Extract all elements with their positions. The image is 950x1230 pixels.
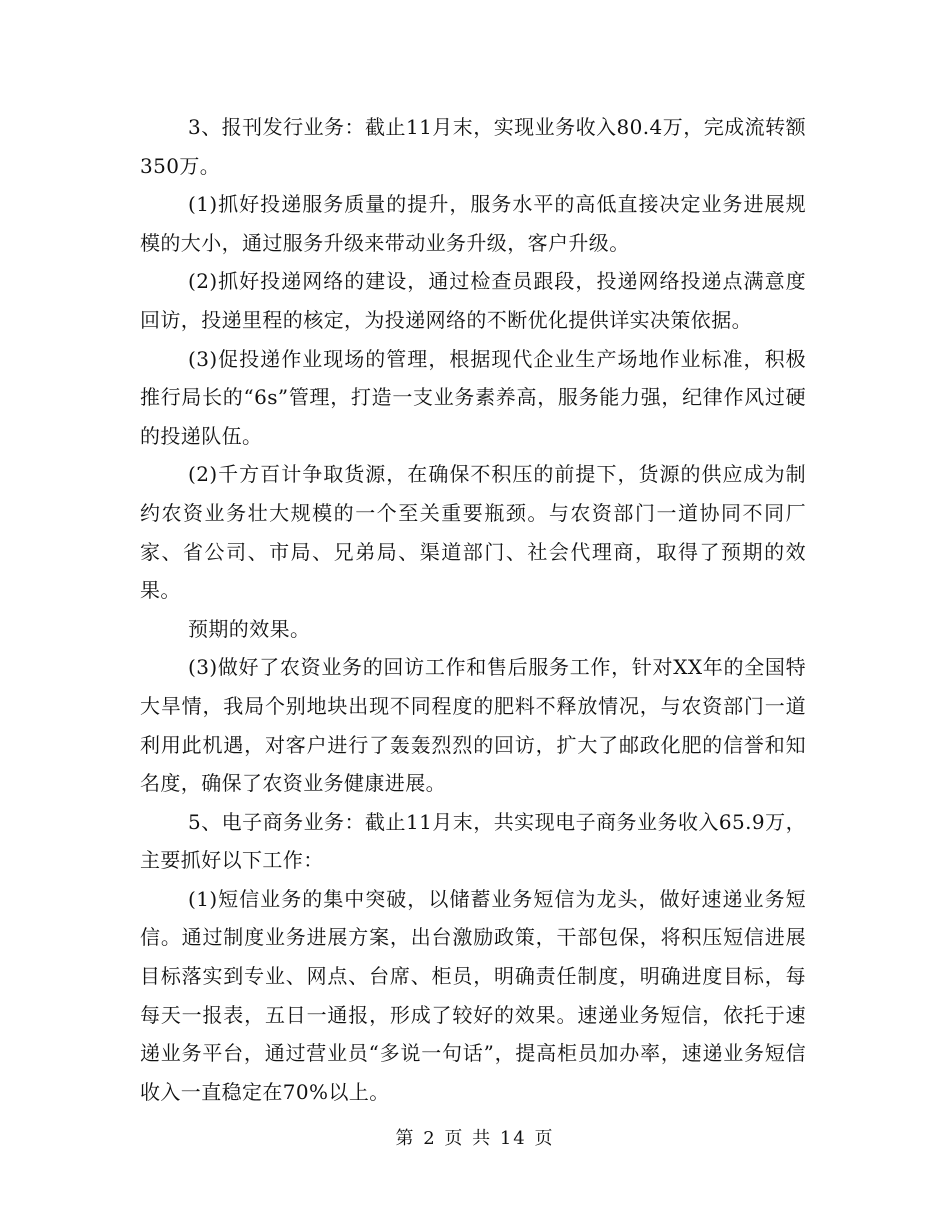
paragraph-9: (1)短信业务的集中突破，以储蓄业务短信为龙头，做好速递业务短信。通过制度业务进展方案，出台激励政策，干部包保，将积压短信进展目标落实到专业、网点、台席、柜员，明确责任制度，明确进度目标，每每天一报表，五日一通报，形成了较好的效果。速递业务短信，依托于速递业务平台，通过营业员“多说一句话”，提高柜员加办率，速递业务短信收入一直稳定在70%以上。 <box>140 886 806 1104</box>
page-number-footer: 第 2 页 共 14 页 <box>395 1128 555 1149</box>
paragraph-3: (2)抓好投递网络的建设，通过检查员跟段，投递网络投递点满意度回访，投递里程的核定，为投递网络的不断优化提供详实决策依据。 <box>140 269 806 332</box>
paragraph-8: 5、电子商务业务：截止11月末，共实现电子商务业务收入65.9万，主要抓好以下工作： <box>140 809 806 873</box>
paragraph-6: 预期的效果。 <box>188 616 311 641</box>
paragraph-7: (3)做好了农资业务的回访工作和售后服务工作，针对XX年的全国特大旱情，我局个别地块出现不同程度的肥料不释放情况，与农资部门一道利用此机遇，对客户进行了轰轰烈烈的回访，扩大了邮政化肥的信誉和知名度，确保了农资业务健康进展。 <box>140 655 806 796</box>
paragraph-2: (1)抓好投递服务质量的提升，服务水平的高低直接决定业务进展规模的大小，通过服务升级来带动业务升级，客户升级。 <box>140 192 806 255</box>
paragraph-1: 3、报刊发行业务：截止11月末，实现业务收入80.4万，完成流转额350万。 <box>140 115 806 178</box>
document-body <box>140 108 806 1111</box>
paragraph-5: (2)千方百计争取货源，在确保不积压的前提下，货源的供应成为制约农资业务壮大规模的一个至关重要瓶颈。与农资部门一道协同不同厂家、省公司、市局、兄弟局、渠道部门、社会代理商，取得了预期的效果。 <box>140 462 806 603</box>
paragraph-4: (3)促投递作业现场的管理，根据现代企业生产场地作业标准，积极推行局长的“6s”管理，打造一支业务素养高，服务能力强，纪律作风过硬的投递队伍。 <box>140 346 806 448</box>
